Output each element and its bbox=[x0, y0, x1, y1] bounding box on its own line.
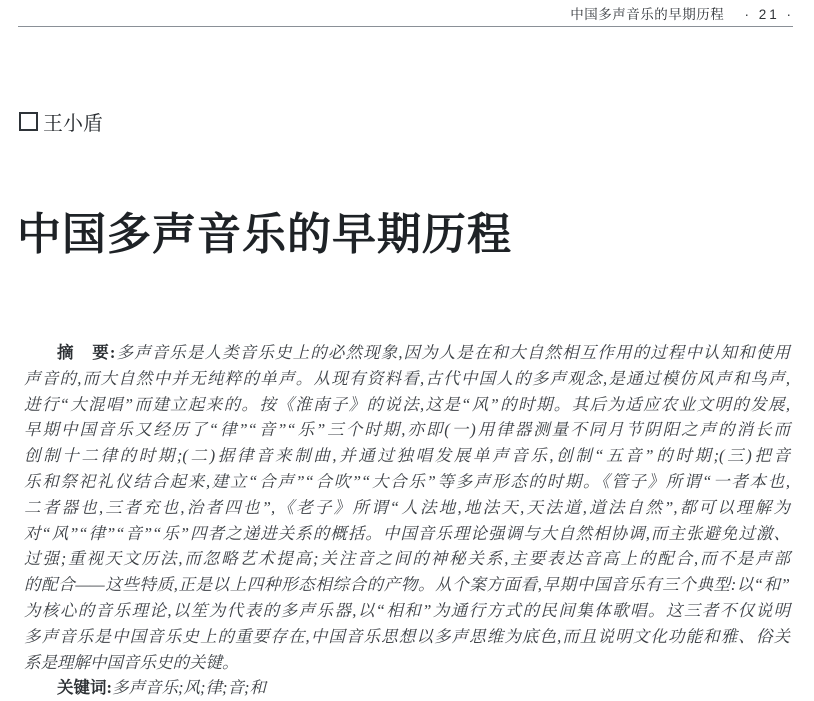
keywords-text: 多声音乐;风;律;音;和 bbox=[112, 678, 266, 698]
abstract-line: 二者器也,三者充也,治者四也”,《老子》所谓“人法地,地法天,天法道,道法自然”,都可以理解为 bbox=[24, 497, 790, 517]
abstract-line: 为核心的音乐理论,以笙为代表的多声乐器,以“相和”为通行方式的民间集体歌唱。这三者不仅说明 bbox=[24, 600, 790, 620]
keywords-line bbox=[24, 675, 790, 701]
abstract-line: 的配合——这些特质,正是以上四种形态相综合的产物。从个案方面看,早期中国音乐有三个典型:以“和” bbox=[24, 575, 790, 595]
running-header-title: 中国多声音乐的早期历程 bbox=[570, 7, 725, 22]
abstract-line: 对“风”“律”“音”“乐”四者之递进关系的概括。中国音乐理论强调与大自然相协调,而主张避免过激、 bbox=[24, 523, 790, 543]
abstract-line: 乐和祭祀礼仪结合起来,建立“合声”“合吹”“大合乐”等多声形态的时期。《管子》所谓“一者本也, bbox=[24, 471, 790, 491]
keywords-label: 关键词: bbox=[57, 678, 112, 698]
abstract-line: 多声音乐是中国音乐史上的重要存在,中国音乐思想以多声思维为底色,而且说明文化功能和雅、俗关 bbox=[24, 626, 790, 646]
abstract-line: 系是理解中国音乐史的关键。 bbox=[24, 652, 239, 672]
author-row bbox=[19, 107, 103, 136]
author-name: 王小盾 bbox=[43, 113, 103, 135]
abstract-line: 过强;重视天文历法,而忽略艺术提高;关注音之间的神秘关系,主要表达音高上的配合,而不是声部 bbox=[24, 549, 790, 569]
article-title: 中国多声音乐的早期历程 bbox=[17, 210, 512, 259]
abstract-section bbox=[24, 340, 790, 701]
abstract-line: 创制十二律的时期;(二)据律音来制曲,并通过独唱发展单声音乐,创制“五音”的时期;(三)把音 bbox=[24, 446, 790, 466]
abstract-line bbox=[24, 340, 790, 366]
abstract-line: 声音的,而大自然中并无纯粹的单声。从现有资料看,古代中国人的多声观念,是通过模仿风声和鸟声, bbox=[24, 368, 790, 388]
abstract-line: 早期中国音乐又经历了“律”“音”“乐”三个时期,亦即(一)用律器测量不同月节阴阳之声的消长而 bbox=[24, 420, 790, 440]
abstract-label: 摘 要: bbox=[57, 343, 116, 362]
header-rule bbox=[18, 26, 793, 27]
abstract-line: 进行“大混唱”而建立起来的。按《淮南子》的说法,这是“风”的时期。其后为适应农业文明的发展, bbox=[24, 394, 790, 414]
running-header bbox=[18, 3, 794, 23]
page-number: · 21 · bbox=[744, 7, 794, 22]
abstract-text: 多声音乐是人类音乐史上的必然现象,因为人是在和大自然相互作用的过程中认知和使用 bbox=[115, 343, 790, 362]
author-marker-icon bbox=[19, 112, 38, 131]
